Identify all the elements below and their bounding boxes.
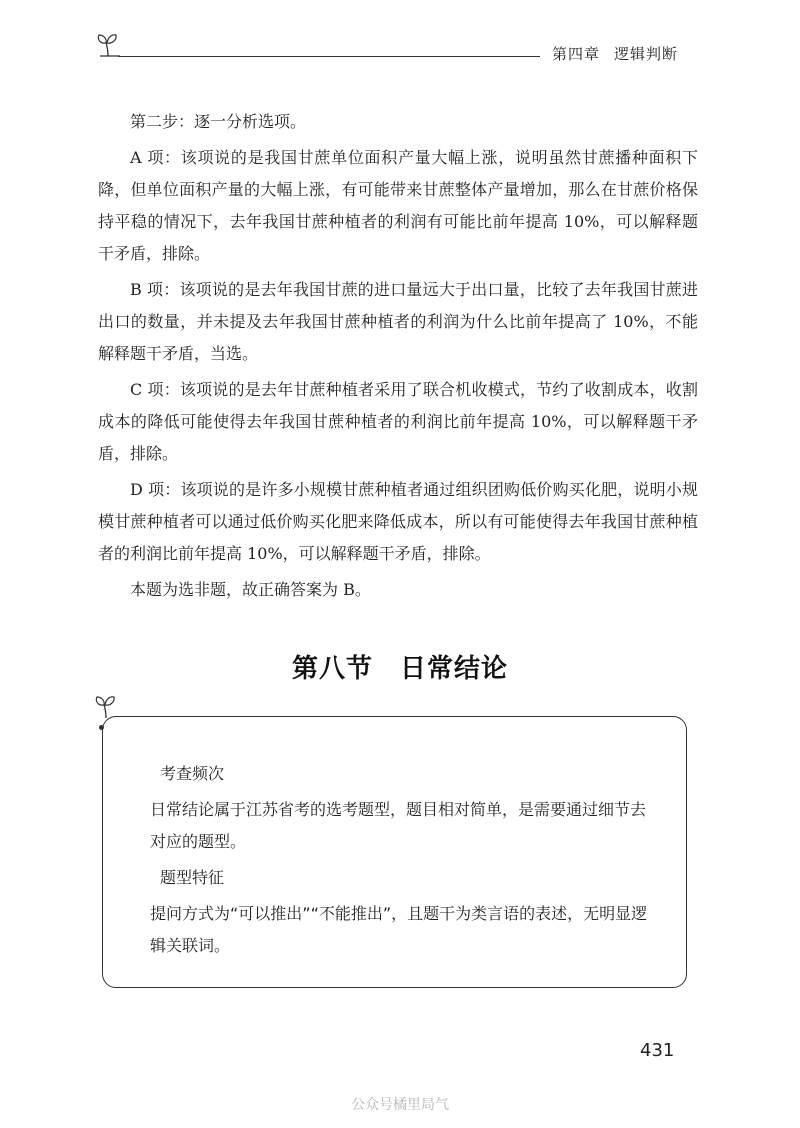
analysis-text xyxy=(98,106,698,610)
page-number: 431 xyxy=(640,1040,675,1061)
chapter-label: 第四章 xyxy=(552,45,601,63)
paragraph-answer: 本题为选非题，故正确答案为 B。 xyxy=(130,580,371,599)
box-corner-dot xyxy=(99,725,104,730)
section-title: 第八节 日常结论 xyxy=(291,654,508,684)
paragraph-option-d: D 项：该项说的是许多小规模甘蔗种植者通过组织团购低价购买化肥，说明小规模甘蔗种植者可以通过低价购买化肥来降低成本，所以有可能使得去年我国甘蔗种植者的利润比前年提高 10%，可以解释题干矛盾，排除。 xyxy=(98,480,698,563)
paragraph-option-b: B 项：该项说的是去年我国甘蔗的进口量远大于出口量，比较了去年我国甘蔗进出口的数量，并未提及去年我国甘蔗种植者的利润为什么比前年提高了 10%，不能解释题干矛盾，当选。 xyxy=(98,280,698,363)
watermark: 公众号橘里局气 xyxy=(351,1097,449,1113)
running-header xyxy=(552,43,678,64)
paragraph-option-c: C 项：该项说的是去年甘蔗种植者采用了联合机收模式，节约了收割成本，收割成本的降低可能使得去年我国甘蔗种植者的利润比前年提高 10%，可以解释题干矛盾，排除。 xyxy=(98,380,698,463)
chapter-topic: 逻辑判断 xyxy=(614,45,679,63)
features-heading: 题型特征 xyxy=(160,868,225,887)
header-rule xyxy=(118,56,540,57)
frequency-text: 日常结论属于江苏省考的选考题型，题目相对简单，是需要通过细节去对应的题型。 xyxy=(150,800,647,851)
frequency-heading: 考查频次 xyxy=(160,764,225,783)
paragraph-option-a: A 项：该项说的是我国甘蔗单位面积产量大幅上涨，说明虽然甘蔗播种面积下降，但单位面积产量的大幅上涨，有可能带来甘蔗整体产量增加，那么在甘蔗价格保持平稳的情况下，去年我国甘蔗种植者的利润有可能比前年提高 10%，可以解释题干矛盾，排除。 xyxy=(98,148,698,263)
info-box-content xyxy=(150,758,655,966)
paragraph-step: 第二步：逐一分析选项。 xyxy=(130,112,307,131)
sprout-icon xyxy=(94,32,122,58)
features-text: 提问方式为“可以推出”“不能推出”，且题干为类言语的表述，无明显逻辑关联词。 xyxy=(150,904,648,955)
